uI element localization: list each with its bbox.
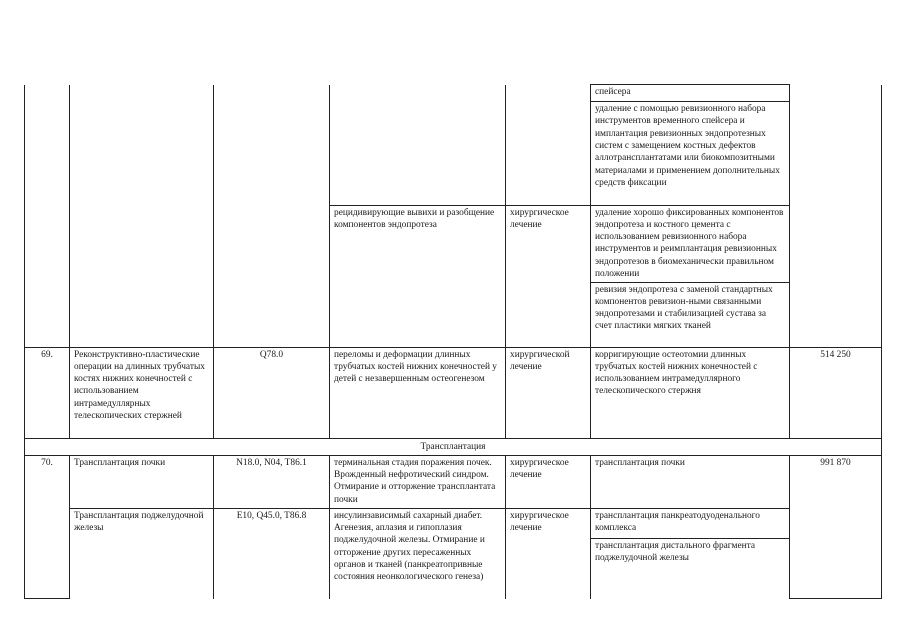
cell-name: Реконструктивно-пластические операции на длинных трубчатых костях нижних конечностей с использованием интрамедуллярных телескопических стержней — [70, 347, 214, 438]
cell-name: Трансплантация почки — [70, 455, 214, 508]
cell-method-cont-a: спейсера — [591, 85, 790, 102]
cell-method: трансплантация почки — [591, 455, 790, 508]
cell-price-cont — [790, 85, 882, 348]
cell-treatment-dislocation: хирургическое лечение — [506, 205, 591, 347]
cell-method-b: трансплантация дистального фрагмента поджелудочной железы — [591, 538, 790, 599]
cell-treatment: хирургическое лечение — [506, 508, 591, 599]
cell-method: корригирующие остеотомии длинных трубчатых костей нижних конечностей с использованием интрамедуллярного телескопического стержня — [591, 347, 790, 438]
cell-method-a: трансплантация панкреатодуоденального комплекса — [591, 508, 790, 538]
cell-model-cont — [330, 85, 506, 206]
cell-model: инсулинзависимый сахарный диабет. Агенезия, аплазия и гипоплазия поджелудочной железы. Отмирание и отторжение других пересаженных органов и тканей (панкреатопривные состояния неонкологического генеза) — [330, 508, 506, 599]
section-row — [25, 438, 882, 455]
cell-treatment: хирургической лечение — [506, 347, 591, 438]
cell-code: N18.0, N04, T86.1 — [214, 455, 330, 508]
section-title: Трансплантация — [25, 438, 882, 455]
table-row-70-pancreas — [25, 508, 882, 538]
table-row-69 — [25, 347, 882, 438]
cell-code: Q78.0 — [214, 347, 330, 438]
cell-code-cont — [214, 85, 330, 348]
cell-price: 514 250 — [790, 347, 882, 438]
cell-model: переломы и деформации длинных трубчатых костей нижних конечностей у детей с незавершенным остеогенезом — [330, 347, 506, 438]
continuation-row — [25, 85, 882, 102]
cell-model-dislocation: рецидивирующие вывихи и разобщение компонентов эндопротеза — [330, 205, 506, 347]
cell-price: 991 870 — [790, 455, 882, 599]
cell-num: 70. — [25, 455, 70, 599]
cell-num: 69. — [25, 347, 70, 438]
cell-method-revision: ревизия эндопротеза с заменой стандартных компонентов ревизион-ными связанными эндопротезами и стабилизацией сустава за счет пластики мягких тканей — [591, 282, 790, 347]
cell-treatment-cont — [506, 85, 591, 206]
cell-method-removal: удаление хорошо фиксированных компонентов эндопротеза и костного цемента с использованием ревизионного набора инструментов и реимплантация ревизионных эндопротезов в биомеханически правильном положении — [591, 205, 790, 282]
cell-method-cont-b: удаление с помощью ревизионного набора инструментов временного спейсера и имплантация ревизионных эндопротезных систем с замещением костных дефектов аллотрансплантатами или биокомпозитными материалами и применением дополнительных средств фиксации — [591, 102, 790, 205]
cell-name: Трансплантация поджелудочной железы — [70, 508, 214, 599]
cell-treatment: хирургическое лечение — [506, 455, 591, 508]
cell-num-cont — [25, 85, 70, 348]
cell-code: E10, Q45.0, T86.8 — [214, 508, 330, 599]
medical-care-table — [24, 84, 882, 599]
cell-model: терминальная стадия поражения почек. Врожденный нефротический синдром. Отмирание и отторжение трансплантата почки — [330, 455, 506, 508]
table-row-70 — [25, 455, 882, 508]
cell-name-cont — [70, 85, 214, 348]
